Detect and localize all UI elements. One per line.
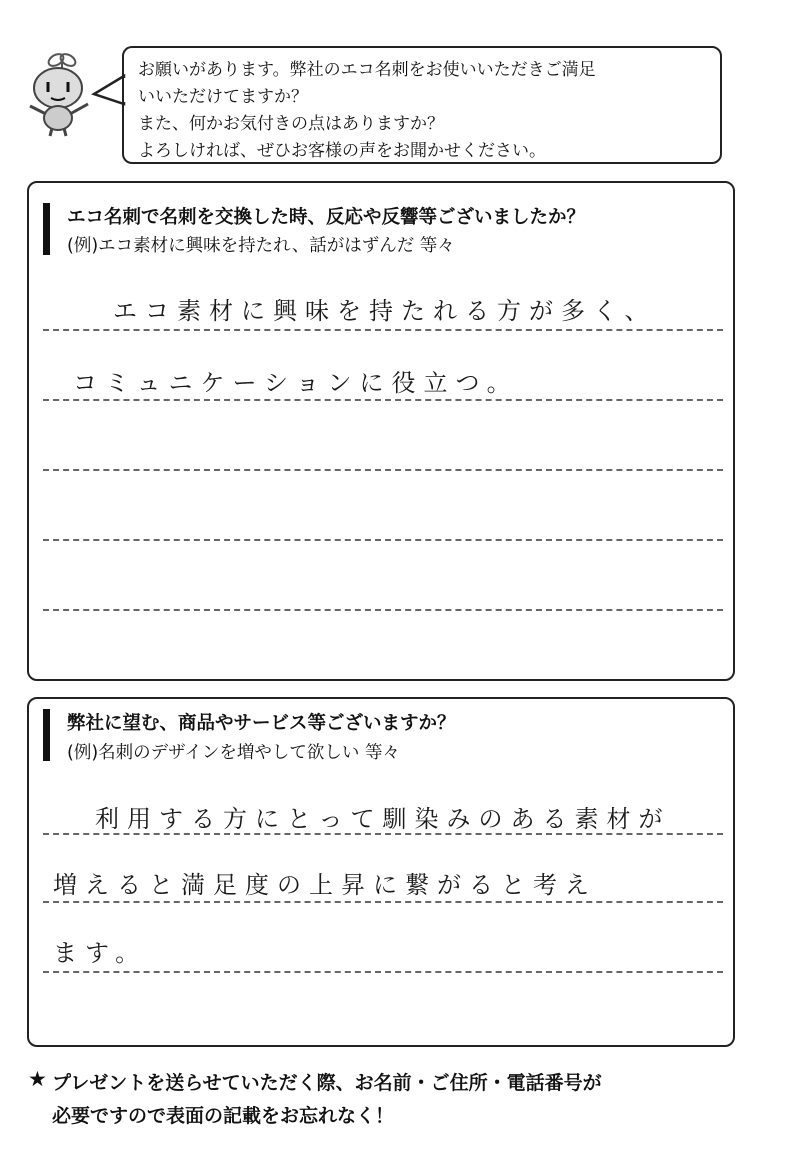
footer-line: プレゼントを送らせていただく際、お名前・ご住所・電話番号が <box>52 1072 602 1094</box>
question1-title: エコ名刺で名刺を交換した時、反応や反響等ございましたか？ <box>67 207 586 228</box>
star-icon: ★ <box>28 1067 47 1091</box>
intro-line: よろしければ、ぜひお客様の声をお聞かせください。 <box>138 141 546 161</box>
question2-answer-line: ます。 <box>53 939 148 967</box>
answer-rule <box>43 971 723 973</box>
question-marker-bar <box>43 709 50 761</box>
question2-title: 弊社に望む、商品やサービス等ございますか？ <box>67 713 456 734</box>
intro-line: また、何かお気付きの点はありますか？ <box>138 114 444 134</box>
mascot-illustration <box>18 48 98 138</box>
question1-example: (例)エコ素材に興味を持たれ、話がはずんだ 等々 <box>67 236 455 256</box>
question2-card <box>27 697 735 1047</box>
intro-line: いいただけてますか？ <box>138 87 308 107</box>
question-marker-bar <box>43 203 50 255</box>
question2-example: (例)名刺のデザインを増やして欲しい 等々 <box>67 743 400 763</box>
answer-rule <box>43 833 723 835</box>
footer-line: 必要ですので表面の記載をお忘れなく！ <box>52 1105 395 1127</box>
intro-line: お願いがあります。弊社のエコ名刺をお使いいただきご満足 <box>138 60 596 80</box>
answer-rule <box>43 609 723 611</box>
question1-answer-line: エコ素材に興味を持たれる方が多く、 <box>113 297 657 325</box>
footer-note <box>40 1067 602 1133</box>
question1-card <box>27 181 735 681</box>
question2-answer-line: 増えると満足度の上昇に繋がると考え <box>53 871 597 899</box>
question1-answer-line: コミュニケーションに役立つ。 <box>73 369 519 397</box>
answer-rule <box>43 901 723 903</box>
answer-rule <box>43 539 723 541</box>
question2-answer-line: 利用する方にとって馴染みのある素材が <box>95 805 671 833</box>
answer-rule <box>43 399 723 401</box>
answer-rule <box>43 469 723 471</box>
intro-speech-bubble <box>122 46 722 164</box>
answer-rule <box>43 329 723 331</box>
